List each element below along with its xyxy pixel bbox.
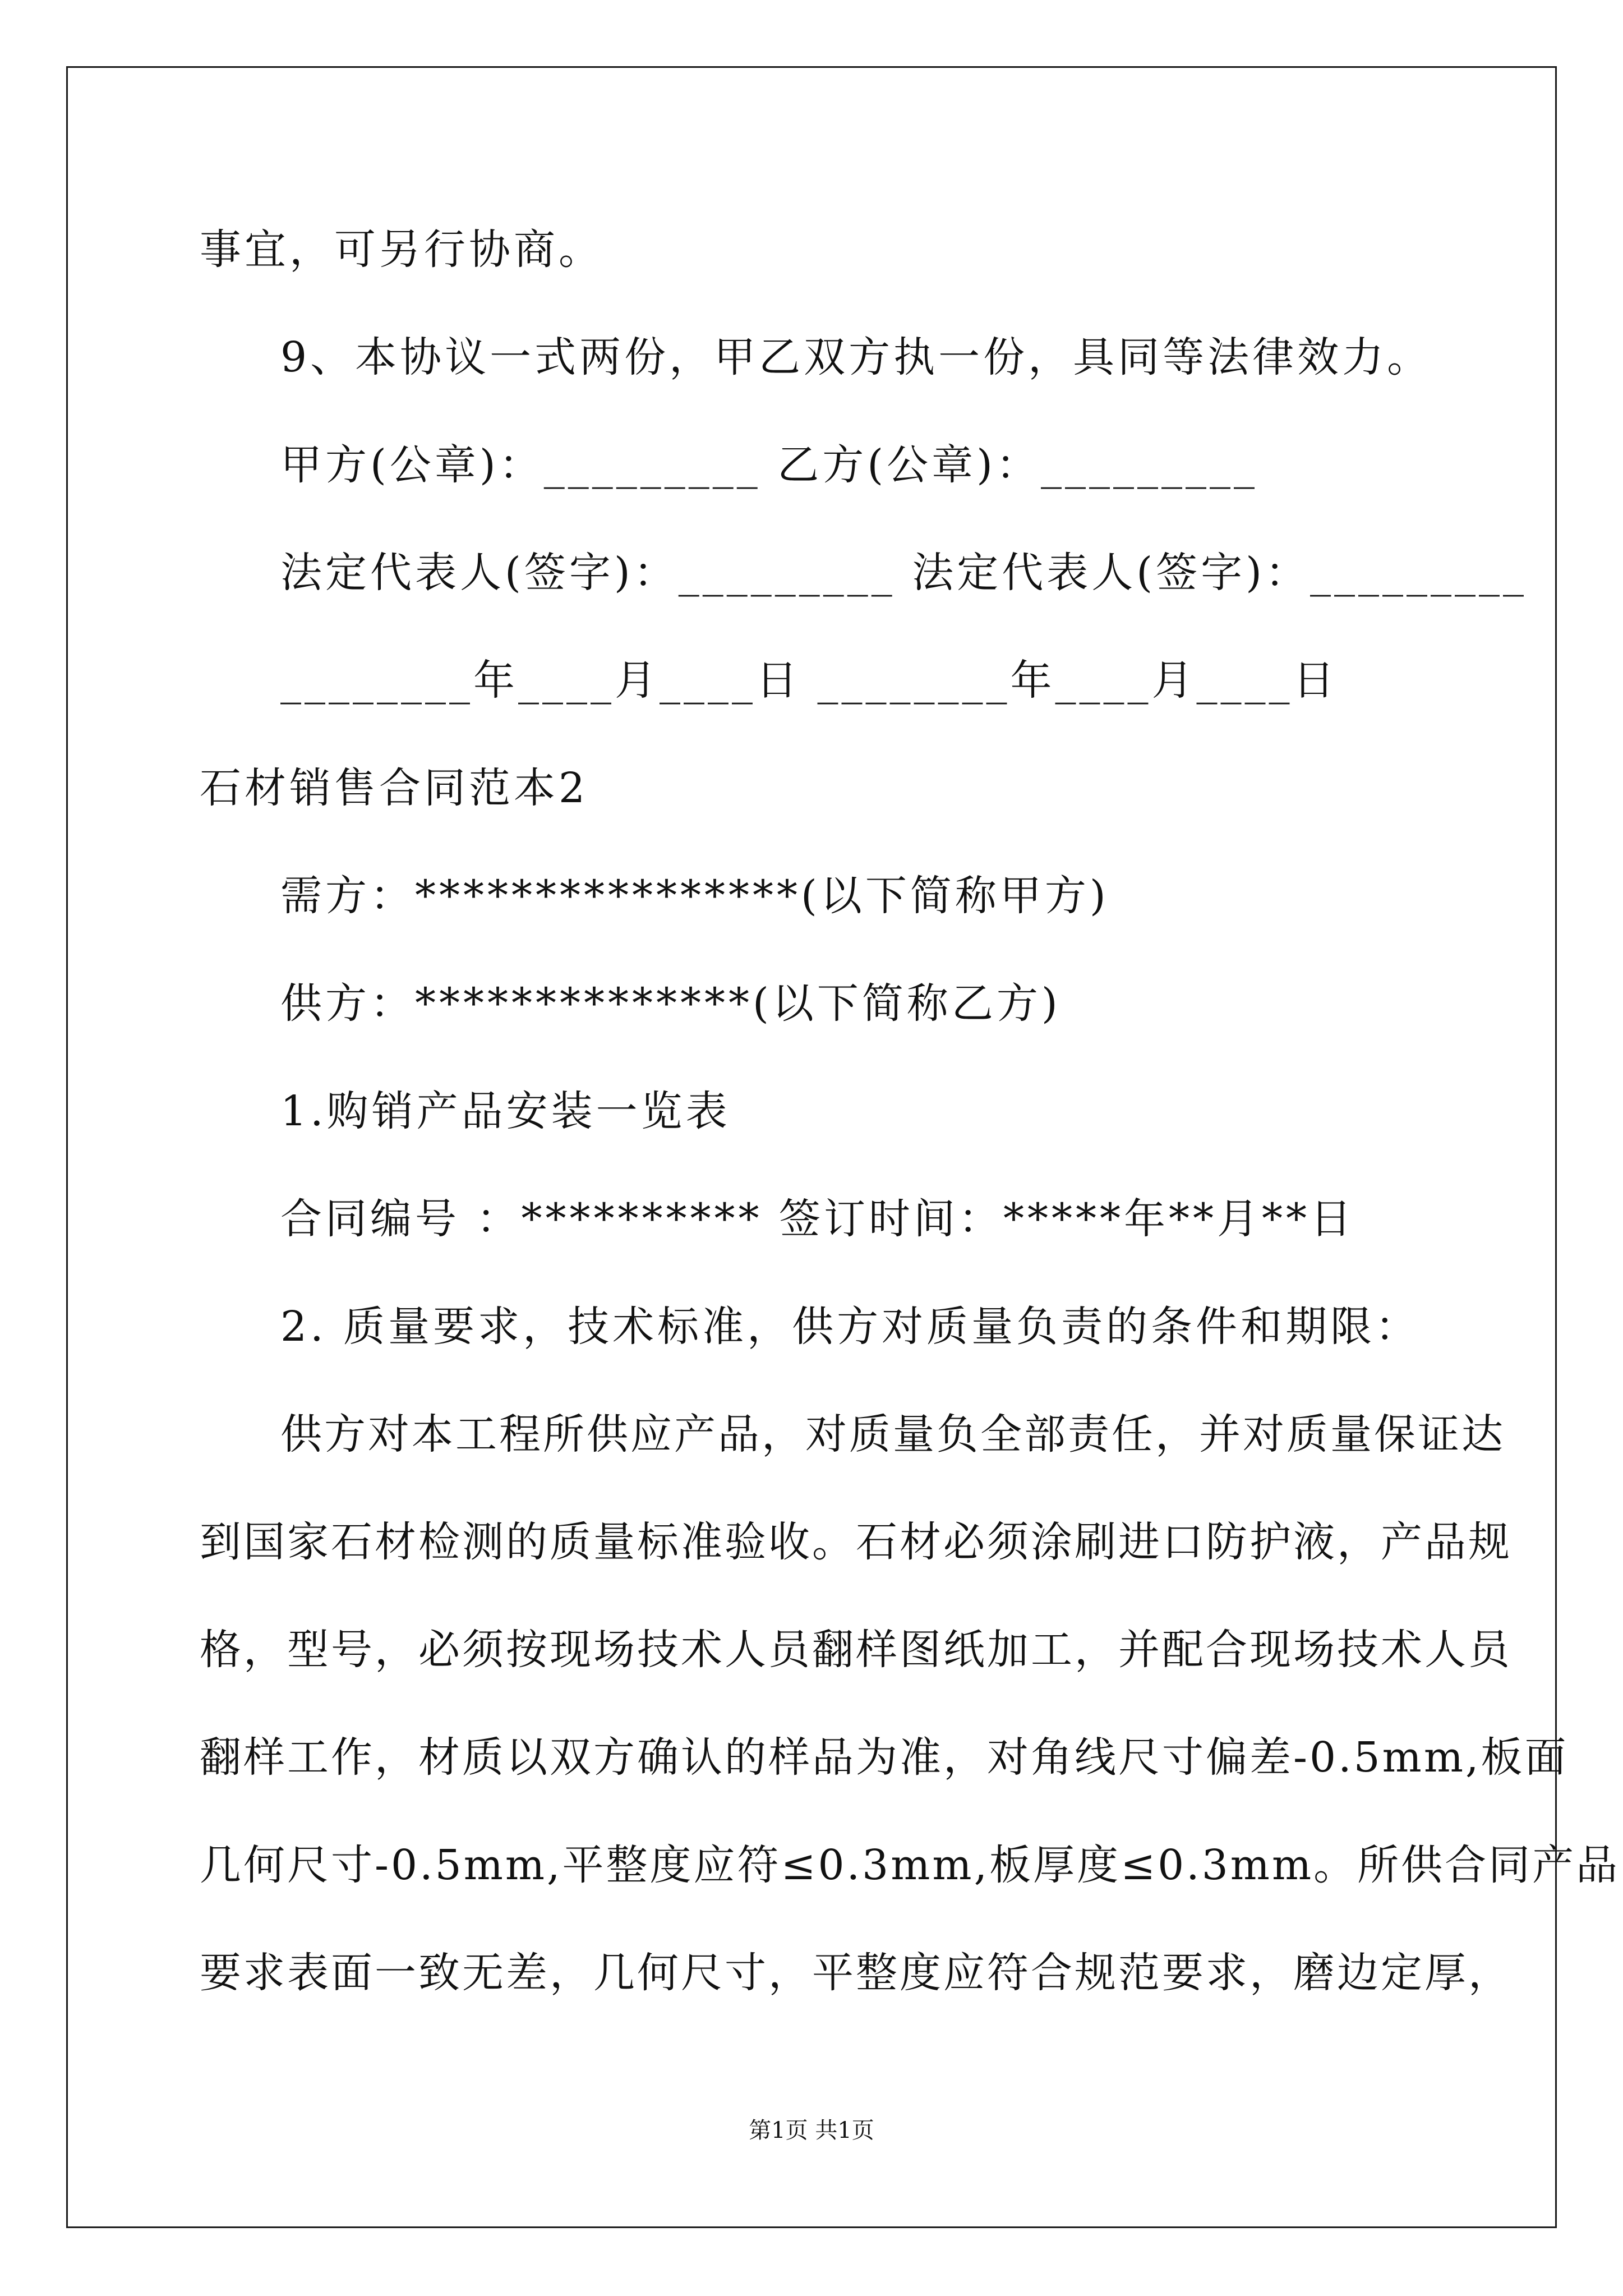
page-border	[66, 66, 1620, 2228]
text-line: 合同编号 ：********** 签订时间：*****年**月**日	[280, 1195, 1355, 1243]
text-line: 事宜，可另行协商。	[200, 226, 603, 274]
page-footer: 第1页 共1页	[749, 2118, 874, 2143]
signature-line-representative: 法定代表人(签字)：_________ 法定代表人(签字)：_________	[280, 549, 1528, 597]
text-line: 格，型号，必须按现场技术人员翻样图纸加工，并配合现场技术人员	[200, 1626, 1512, 1674]
section-heading: 石材销售合同范本2	[200, 764, 589, 812]
text-line: 供方对本工程所供应产品，对质量负全部责任，并对质量保证达	[280, 1410, 1505, 1458]
text-line: 供方：**************(以下简称乙方)	[280, 979, 1061, 1028]
text-line: 翻样工作，材质以双方确认的样品为准，对角线尺寸偏差-0.5mm,板面	[200, 1733, 1569, 1782]
text-line: 要求表面一致无差，几何尺寸，平整度应符合规范要求，磨边定厚，	[200, 1949, 1512, 1997]
text-line: 几何尺寸-0.5mm,平整度应符≤0.3mm,板厚度≤0.3mm。所供合同产品	[200, 1841, 1620, 1889]
text-line: 1.购销产品安装一览表	[280, 1087, 731, 1135]
text-line: 2. 质量要求，技术标准，供方对质量负责的条件和期限：	[280, 1303, 1421, 1351]
text-line: 需方：****************(以下简称甲方)	[280, 872, 1109, 920]
text-line: 到国家石材检测的质量标准验收。石材必须涂刷进口防护液，产品规	[200, 1518, 1512, 1566]
text-line: 9、本协议一式两份，甲乙双方执一份，具同等法律效力。	[280, 333, 1432, 381]
signature-line-date: ________年____月____日 ________年____月____日	[280, 656, 1338, 705]
signature-line-seal: 甲方(公章)：_________ 乙方(公章)：_________	[280, 441, 1258, 489]
